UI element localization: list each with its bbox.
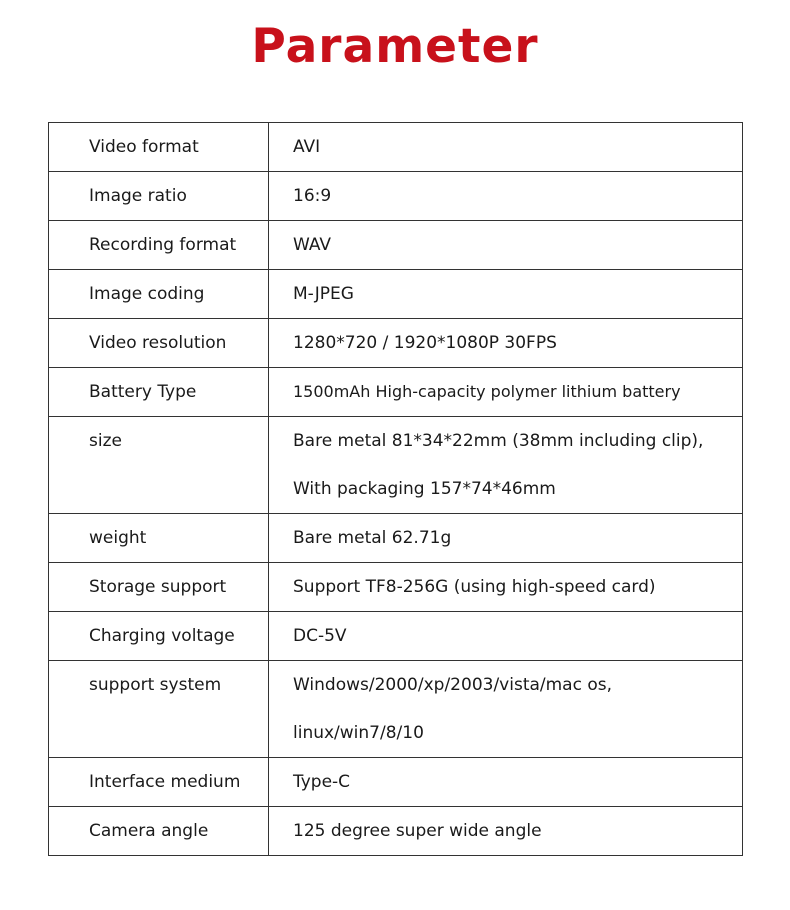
table-row bbox=[49, 807, 743, 856]
table-row bbox=[49, 270, 743, 319]
param-label: Battery Type bbox=[49, 368, 269, 417]
table-row bbox=[49, 172, 743, 221]
param-label: Video resolution bbox=[49, 319, 269, 368]
parameter-table bbox=[48, 122, 743, 856]
param-value-line: Bare metal 81*34*22mm (38mm including clip), bbox=[293, 431, 704, 451]
table-row bbox=[49, 221, 743, 270]
param-value-line: Windows/2000/xp/2003/vista/mac os, bbox=[293, 675, 613, 695]
param-value bbox=[269, 417, 743, 514]
param-value: 125 degree super wide angle bbox=[269, 807, 743, 856]
param-value: M-JPEG bbox=[269, 270, 743, 319]
param-label: Recording format bbox=[49, 221, 269, 270]
page-title: Parameter bbox=[251, 19, 539, 74]
param-value: WAV bbox=[269, 221, 743, 270]
table-row bbox=[49, 612, 743, 661]
param-value: DC-5V bbox=[269, 612, 743, 661]
param-label: Interface medium bbox=[49, 758, 269, 807]
table-row bbox=[49, 563, 743, 612]
param-label: Video format bbox=[49, 123, 269, 172]
table-row bbox=[49, 319, 743, 368]
param-value bbox=[269, 661, 743, 758]
param-label: Storage support bbox=[49, 563, 269, 612]
param-value: Support TF8-256G (using high-speed card) bbox=[269, 563, 743, 612]
param-value-line: linux/win7/8/10 bbox=[293, 723, 424, 743]
param-value: 1280*720 / 1920*1080P 30FPS bbox=[269, 319, 743, 368]
param-label: support system bbox=[49, 661, 269, 758]
table-row bbox=[49, 368, 743, 417]
param-value: Bare metal 62.71g bbox=[269, 514, 743, 563]
param-value: 1500mAh High-capacity polymer lithium battery bbox=[269, 368, 743, 417]
table-row bbox=[49, 758, 743, 807]
param-label: weight bbox=[49, 514, 269, 563]
param-label: size bbox=[49, 417, 269, 514]
param-value: Type-C bbox=[269, 758, 743, 807]
param-label: Image coding bbox=[49, 270, 269, 319]
param-label: Charging voltage bbox=[49, 612, 269, 661]
table-row bbox=[49, 417, 743, 514]
table-row bbox=[49, 661, 743, 758]
param-label: Image ratio bbox=[49, 172, 269, 221]
param-value: AVI bbox=[269, 123, 743, 172]
param-value: 16:9 bbox=[269, 172, 743, 221]
table-row bbox=[49, 123, 743, 172]
table-row bbox=[49, 514, 743, 563]
param-value-line: With packaging 157*74*46mm bbox=[293, 479, 556, 499]
param-label: Camera angle bbox=[49, 807, 269, 856]
